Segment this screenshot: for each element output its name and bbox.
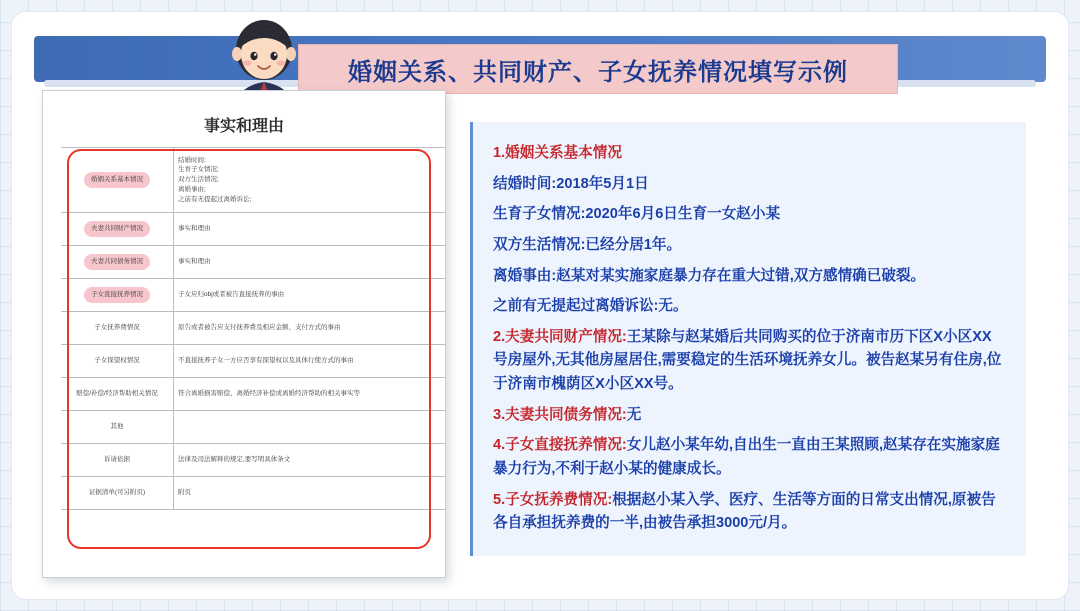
explanation-line: 结婚时间:2018年5月1日	[493, 175, 649, 192]
row-label: 子女直接抚养情况	[84, 287, 150, 303]
row-content: 事实和理由	[174, 213, 447, 246]
explanation-body-3: 无	[626, 406, 642, 423]
explanation-body-2: 王某除与赵某婚后共同购买的位于济南市历下区X小区XX号房屋外,无其他房屋居住,需要稳定的生活环境抚养女儿。被告赵某另有住房,位于济南市槐荫区X小区XX号。	[493, 328, 1002, 393]
explanation-body-5: 根据赵小某入学、医疗、生活等方面的日常支出情况,原被告各自承担抚养费的一半,由被告承担3000元/月。	[493, 491, 996, 532]
row-content: 法律及司法解释的规定,要写明具体条文	[174, 444, 447, 477]
row-content: 不直接抚养子女一方应否享有探望权以及具体行使方式的事由	[174, 345, 447, 378]
table-row	[61, 213, 446, 246]
row-content: 事实和理由	[174, 246, 447, 279]
explanation-heading-1: 1.婚姻关系基本情况	[493, 145, 622, 161]
explanation-heading-5: 5.子女抚养费情况:	[493, 491, 613, 508]
table-row	[61, 378, 446, 411]
row-content: 附页	[174, 477, 447, 510]
row-label: 子女探望权情况	[61, 345, 174, 378]
explanation-heading-4: 4.子女直接抚养情况:	[493, 437, 627, 454]
explanation-line: 之前有无提起过离婚诉讼:无。	[493, 298, 688, 315]
row-label: 夫妻共同财产情况	[84, 221, 150, 237]
explanation-item-2	[493, 326, 1004, 397]
form-table	[61, 147, 446, 510]
explanation-item-5	[493, 489, 1004, 536]
row-content-line: 之前有无提起过离婚诉讼;	[178, 195, 252, 203]
form-title: 事实和理由	[203, 116, 284, 135]
explanation-line: 生育子女情况:2020年6月6日生育一女赵小某	[493, 206, 781, 223]
row-label: 证据清单(可另附页)	[61, 477, 174, 510]
row-label: 婚姻关系基本情况	[84, 172, 150, 188]
explanation-heading-3: 3.夫妻共同债务情况:	[493, 406, 627, 423]
row-content: 原告或者被告应支付抚养费及相应金额、支付方式的事由	[174, 312, 447, 345]
slide-title-ribbon	[298, 44, 898, 94]
explanation-line: 双方生活情况:已经分居1年。	[493, 236, 682, 253]
explanation-item-3	[493, 404, 1004, 428]
row-content-line: 结婚时间:	[178, 156, 206, 164]
row-label: 其他	[61, 411, 174, 444]
row-label: 夫妻共同债务情况	[84, 254, 150, 270]
row-content-line: 离婚事由;	[178, 185, 206, 193]
row-content-line: 生育子女情况;	[178, 166, 219, 174]
table-row	[61, 279, 446, 312]
row-content	[174, 411, 447, 444]
table-row	[61, 477, 446, 510]
table-row	[61, 444, 446, 477]
table-row	[61, 246, 446, 279]
row-label: 赔偿/补偿/经济帮助相关情况	[61, 378, 174, 411]
table-row	[61, 148, 446, 213]
row-label: 诉请依据	[61, 444, 174, 477]
table-row	[61, 411, 446, 444]
explanation-heading-2: 2.夫妻共同财产情况:	[493, 328, 627, 345]
row-content: 子女应归obj或者被告直接抚养的事由	[174, 279, 447, 312]
table-row	[61, 312, 446, 345]
row-content: 符合离婚损害赔偿、离婚经济补偿或离婚经济帮助的相关事实等	[174, 378, 447, 411]
explanation-body-4: 女儿赵小某年幼,自出生一直由王某照顾,赵某存在实施家庭暴力行为,不利于赵小某的健康成长。	[493, 437, 1000, 478]
table-row	[61, 345, 446, 378]
row-label: 子女抚养费情况	[61, 312, 174, 345]
explanation-line: 离婚事由:赵某对某实施家庭暴力存在重大过错,双方感情确已破裂。	[493, 267, 926, 284]
explanation-panel	[470, 122, 1026, 556]
form-document-card	[42, 90, 446, 578]
page-title: 婚姻关系、共同财产、子女抚养情况填写示例	[348, 58, 848, 86]
explanation-item-4	[493, 434, 1004, 481]
row-content-line: 双方生活情况;	[178, 176, 219, 184]
